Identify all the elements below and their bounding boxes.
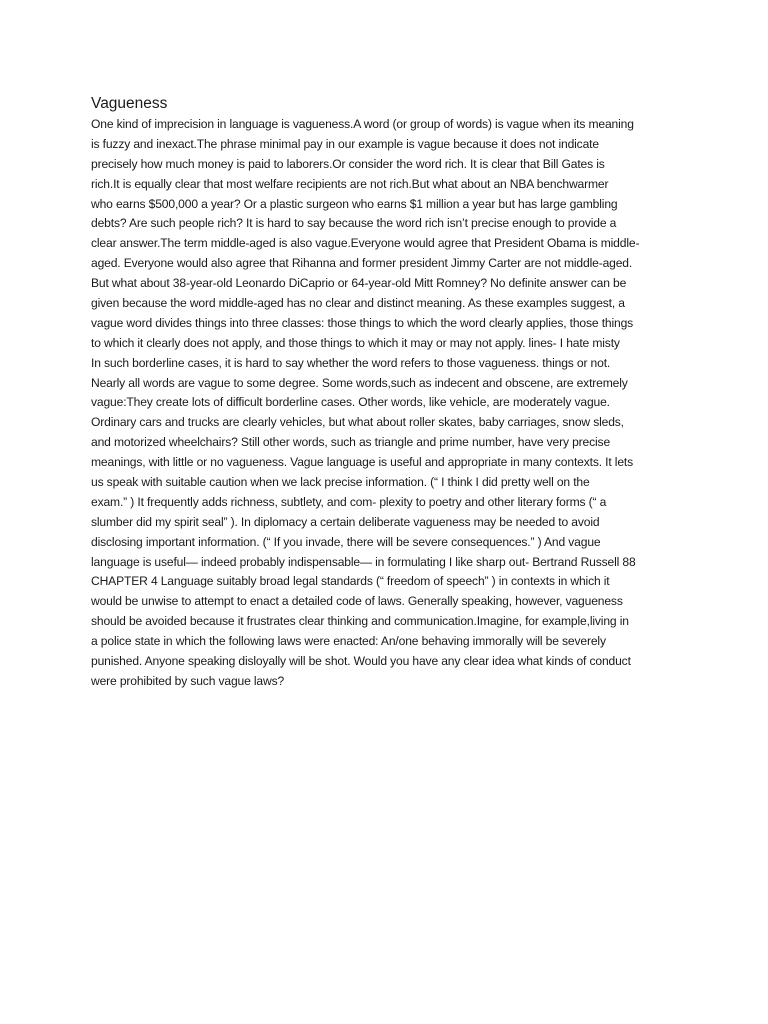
text-line: precisely how much money is paid to laborers.Or consider the word rich. It is clear that Bill Gates is xyxy=(91,156,605,171)
page-title: Vagueness xyxy=(91,95,168,112)
text-line: should be avoided because it frustrates clear thinking and communication.Imagine, for example,living in xyxy=(91,614,629,629)
text-line: clear answer.The term middle-aged is also vague.Everyone would agree that President Obama is middle- xyxy=(91,236,640,251)
document-body xyxy=(91,94,679,692)
text-line: Nearly all words are vague to some degree. Some words,such as indecent and obscene, are extremely xyxy=(91,375,628,390)
text-line: debts? Are such people rich? It is hard to say because the word rich isn’t precise enough to provide a xyxy=(91,216,617,231)
text-line: were prohibited by such vague laws? xyxy=(91,673,285,688)
text-line: vague:They create lots of difficult borderline cases. Other words, like vehicle, are moderately vague. xyxy=(91,395,610,410)
text-line: Ordinary cars and trucks are clearly vehicles, but what about roller skates, baby carriages, snow sleds, xyxy=(91,415,624,430)
text-line: punished. Anyone speaking disloyally will be shot. Would you have any clear idea what kinds of conduct xyxy=(91,654,631,669)
text-line: rich.It is equally clear that most welfare recipients are not rich.But what about an NBA benchwarmer xyxy=(91,176,609,191)
text-line: and motorized wheelchairs? Still other words, such as triangle and prime number, have very precise xyxy=(91,435,611,450)
text-line: aged. Everyone would also agree that Rihanna and former president Jimmy Carter are not middle-aged. xyxy=(91,256,633,271)
text-line: slumber did my spirit seal” ). In diplomacy a certain deliberate vagueness may be needed to avoid xyxy=(91,514,600,529)
text-line: CHAPTER 4 Language suitably broad legal standards (“ freedom of speech” ) in contexts in which it xyxy=(91,574,610,589)
text-line: vague word divides things into three classes: those things to which the word clearly applies, those things xyxy=(91,315,634,330)
text-line: exam.” ) It frequently adds richness, subtlety, and com- plexity to poetry and other literary forms (“ a xyxy=(91,494,607,509)
text-line: One kind of imprecision in language is vagueness.A word (or group of words) is vague when its meaning xyxy=(91,117,634,131)
text-line: In such borderline cases, it is hard to say whether the word refers to those vagueness. things or not. xyxy=(91,355,611,370)
text-line: is fuzzy and inexact.The phrase minimal pay in our example is vague because it does not indicate xyxy=(91,136,599,151)
paragraph xyxy=(91,115,679,692)
text-line: disclosing important information. (“ If you invade, there will be severe consequences.” ) And vague xyxy=(91,534,601,549)
text-line: would be unwise to attempt to enact a detailed code of laws. Generally speaking, however, vagueness xyxy=(91,594,623,609)
text-line: to which it clearly does not apply, and those things to which it may or may not apply. lines- I hate misty xyxy=(91,335,620,350)
text-line: a police state in which the following laws were enacted: An/one behaving immorally will be severely xyxy=(91,634,606,649)
text-line: us speak with suitable caution when we lack precise information. (“ I think I did pretty well on the xyxy=(91,475,590,490)
text-line: But what about 38-year-old Leonardo DiCaprio or 64-year-old Mitt Romney? No definite answer can be xyxy=(91,276,627,291)
text-line: given because the word middle-aged has no clear and distinct meaning. As these examples suggest, a xyxy=(91,296,625,311)
text-line: meanings, with little or no vagueness. Vague language is useful and appropriate in many contexts. It lets xyxy=(91,455,634,470)
text-line: language is useful— indeed probably indispensable— in formulating I like sharp out- Bertrand Russell 88 xyxy=(91,554,636,569)
text-line: who earns $500,000 a year? Or a plastic surgeon who earns $1 million a year but has large gambling xyxy=(91,196,618,211)
